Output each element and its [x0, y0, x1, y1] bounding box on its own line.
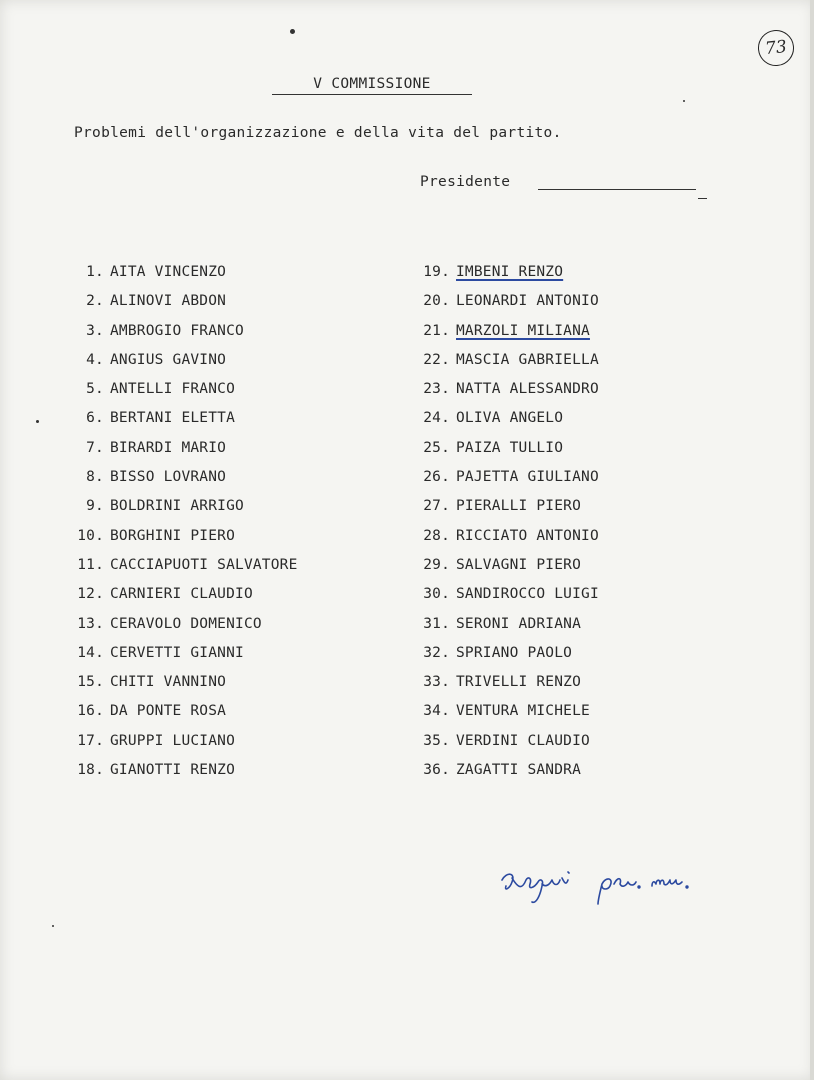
member-name-underlined: IMBENI RENZO	[456, 264, 564, 280]
member-number: 16.	[77, 703, 104, 720]
member-number: 35.	[423, 732, 450, 749]
member-number: 21.	[423, 322, 450, 339]
member-row	[420, 643, 599, 672]
member-number: 24.	[423, 410, 450, 427]
ink-speck	[290, 29, 295, 34]
members-list-right	[420, 262, 599, 789]
member-name: RICCIATO ANTONIO	[456, 527, 599, 544]
member-name: AMBROGIO FRANCO	[110, 322, 244, 339]
member-row	[74, 496, 298, 525]
member-number: 18.	[77, 762, 104, 779]
member-name: TRIVELLI RENZO	[456, 674, 582, 691]
member-number: 31.	[423, 615, 450, 632]
member-row	[74, 584, 298, 613]
president-blank-line	[538, 189, 696, 190]
member-row	[74, 672, 298, 701]
member-number: 12.	[77, 586, 104, 603]
member-number: 27.	[423, 498, 450, 515]
member-name: VERDINI CLAUDIO	[456, 732, 590, 749]
member-number: 30.	[423, 586, 450, 603]
member-row	[74, 321, 298, 350]
member-row	[74, 467, 298, 496]
member-name: CERAVOLO DOMENICO	[110, 615, 262, 632]
member-row	[74, 643, 298, 672]
member-row	[420, 760, 599, 789]
member-row	[74, 555, 298, 584]
member-name: CARNIERI CLAUDIO	[110, 586, 253, 603]
president-line-tail	[698, 198, 707, 199]
member-name: SERONI ADRIANA	[456, 615, 582, 632]
member-row	[74, 614, 298, 643]
member-number: 7.	[86, 439, 104, 456]
member-name: NATTA ALESSANDRO	[456, 381, 599, 398]
member-name-underlined: MARZOLI MILIANA	[456, 322, 590, 339]
member-name: CERVETTI GIANNI	[110, 644, 244, 661]
member-number: 6.	[86, 410, 104, 427]
member-row	[420, 291, 599, 320]
member-row	[420, 555, 599, 584]
member-name: BOLDRINI ARRIGO	[110, 498, 244, 515]
member-number: 36.	[423, 762, 450, 779]
member-name: BERTANI ELETTA	[110, 410, 236, 427]
member-row	[74, 731, 298, 760]
member-name: PIERALLI PIERO	[456, 498, 582, 515]
member-number: 22.	[423, 351, 450, 368]
ink-speck	[52, 925, 54, 927]
member-number: 23.	[423, 381, 450, 398]
member-row	[420, 379, 599, 408]
member-number: 17.	[77, 732, 104, 749]
member-number: 29.	[423, 556, 450, 573]
scan-edge	[810, 0, 814, 1080]
member-row	[74, 760, 298, 789]
member-number: 26.	[423, 469, 450, 486]
member-number: 3.	[86, 322, 104, 339]
member-row	[420, 496, 599, 525]
member-name: GIANOTTI RENZO	[110, 762, 236, 779]
member-number: 20.	[423, 293, 450, 310]
member-row	[420, 262, 599, 291]
member-number: 34.	[423, 703, 450, 720]
members-list-left	[74, 262, 298, 789]
member-name: ZAGATTI SANDRA	[456, 762, 582, 779]
member-row	[74, 350, 298, 379]
member-number: 4.	[86, 351, 104, 368]
member-name: VENTURA MICHELE	[456, 703, 590, 720]
ink-speck	[36, 420, 39, 423]
member-row	[420, 701, 599, 730]
member-row	[420, 408, 599, 437]
member-name: SPRIANO PAOLO	[456, 644, 573, 661]
member-number: 14.	[77, 644, 104, 661]
member-row	[74, 408, 298, 437]
member-name: PAJETTA GIULIANO	[456, 469, 599, 486]
member-row	[420, 438, 599, 467]
member-number: 5.	[86, 381, 104, 398]
member-row	[74, 438, 298, 467]
member-name: CHITI VANNINO	[110, 674, 227, 691]
handwritten-annotation	[498, 862, 698, 912]
member-number: 15.	[77, 674, 104, 691]
member-name: OLIVA ANGELO	[456, 410, 564, 427]
member-number: 33.	[423, 674, 450, 691]
member-name: BISSO LOVRANO	[110, 469, 227, 486]
commission-subtitle: Problemi dell'organizzazione e della vita del partito.	[74, 125, 562, 141]
member-name: BIRARDI MARIO	[110, 439, 227, 456]
member-row	[420, 672, 599, 701]
member-number: 1.	[86, 264, 104, 280]
member-name: ALINOVI ABDON	[110, 293, 227, 310]
member-row	[420, 731, 599, 760]
member-name: GRUPPI LUCIANO	[110, 732, 236, 749]
member-row	[420, 526, 599, 555]
member-name: SALVAGNI PIERO	[456, 556, 582, 573]
member-number: 8.	[86, 469, 104, 486]
member-name: ANGIUS GAVINO	[110, 351, 227, 368]
member-row	[74, 701, 298, 730]
member-number: 13.	[77, 615, 104, 632]
commission-title: V COMMISSIONE	[272, 76, 472, 95]
member-number: 11.	[77, 556, 104, 573]
member-name: DA PONTE ROSA	[110, 703, 227, 720]
member-row	[74, 379, 298, 408]
member-number: 9.	[86, 498, 104, 515]
member-name: SANDIROCCO LUIGI	[456, 586, 599, 603]
member-number: 25.	[423, 439, 450, 456]
member-name: CACCIAPUOTI SALVATORE	[110, 556, 298, 573]
member-row	[74, 262, 298, 291]
member-number: 32.	[423, 644, 450, 661]
member-row	[74, 526, 298, 555]
member-name: PAIZA TULLIO	[456, 439, 564, 456]
member-name: ANTELLI FRANCO	[110, 381, 236, 398]
member-row	[420, 614, 599, 643]
member-row	[420, 467, 599, 496]
ink-speck	[683, 100, 685, 102]
member-name: MASCIA GABRIELLA	[456, 351, 599, 368]
member-number: 10.	[77, 527, 104, 544]
member-name: LEONARDI ANTONIO	[456, 293, 599, 310]
page-number-stamp: 73	[756, 28, 796, 68]
member-row	[74, 291, 298, 320]
member-row	[420, 350, 599, 379]
member-number: 19.	[423, 264, 450, 280]
member-row	[420, 321, 599, 350]
member-number: 28.	[423, 527, 450, 544]
member-number: 2.	[86, 293, 104, 310]
member-name: AITA VINCENZO	[110, 264, 227, 280]
member-row	[420, 584, 599, 613]
president-label: Presidente	[420, 174, 511, 190]
member-name: BORGHINI PIERO	[110, 527, 236, 544]
